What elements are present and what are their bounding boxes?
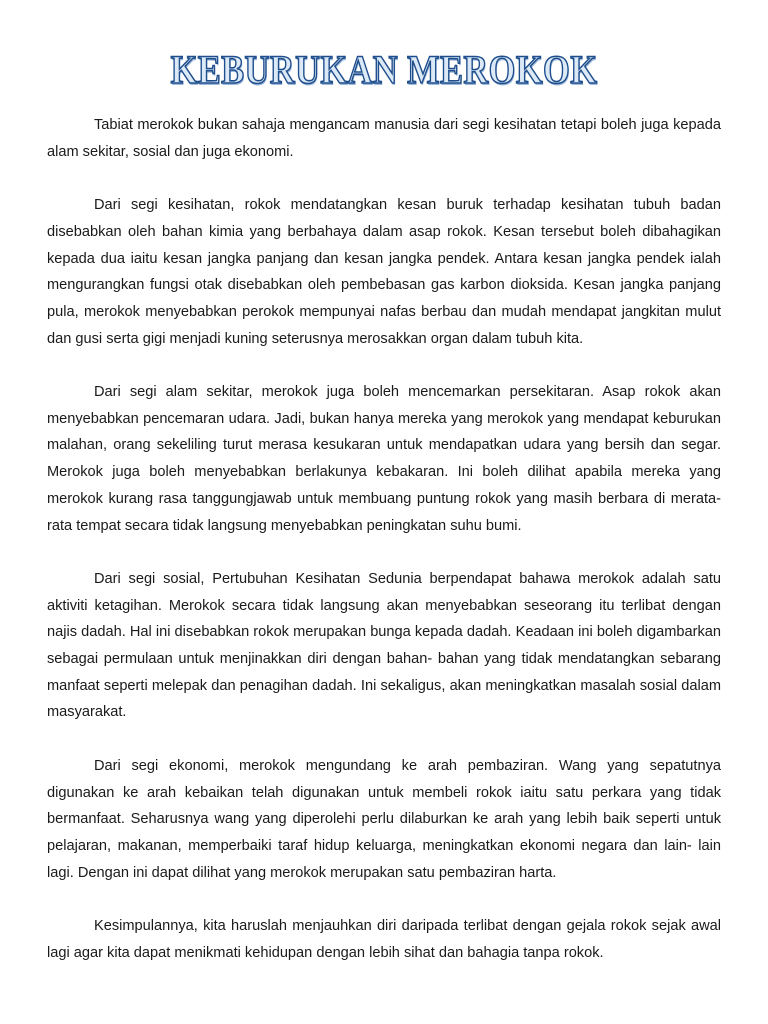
document-title: KEBURUKAN MEROKOK [170, 47, 598, 92]
paragraph-conclusion: Kesimpulannya, kita haruslah menjauhkan diri daripada terlibat dengan gejala rokok sejak awal lagi agar kita dapat menikmati kehidupan dengan lebih sihat dan bahagia tanpa rokok. [47, 918, 721, 961]
paragraph-intro: Tabiat merokok bukan sahaja mengancam manusia dari segi kesihatan tetapi boleh juga kepada alam sekitar, sosial dan juga ekonomi. [47, 117, 721, 160]
paragraph-social: Dari segi sosial, Pertubuhan Kesihatan Sedunia berpendapat bahawa merokok adalah satu aktiviti ketagihan. Merokok secara tidak langsung akan menyebabkan seseorang itu terlibat dengan najis dadah. Hal ini disebabkan rokok merupakan bunga kepada dadah. Keadaan ini boleh digambarkan sebagai permulaan untuk menjinakkan diri dengan bahan- bahan yang tidak mendatangkan sebarang manfaat seperti melepak dan penagihan dadah. Ini sekaligus, akan meningkatkan masalah sosial dalam masyarakat. [47, 570, 721, 721]
paragraph-economy: Dari segi ekonomi, merokok mengundang ke arah pembaziran. Wang yang sepatutnya digunakan ke arah kebaikan telah digunakan untuk membeli rokok iaitu satu perkara yang tidak bermanfaat. Seharusnya wang yang diperolehi perlu dilaburkan ke arah yang lebih baik seperti untuk pelajaran, makanan, memperbaiki taraf hidup keluarga, meningkatkan ekonomi negara dan lain- lain lagi. Dengan ini dapat dilihat yang merokok merupakan satu pembaziran harta. [47, 757, 721, 881]
paragraph-health: Dari segi kesihatan, rokok mendatangkan kesan buruk terhadap kesihatan tubuh badan disebabkan oleh bahan kimia yang berbahaya dalam asap rokok. Kesan tersebut boleh dibahagikan kepada dua iaitu kesan jangka panjang dan kesan jangka pendek. Antara kesan jangka pendek ialah mengurangkan fungsi otak disebabkan oleh pembebasan gas karbon dioksida. Kesan jangka panjang pula, merokok menyebabkan perokok mempunyai nafas berbau dan mudah mendapat jangkitan mulut dan gusi serta gigi menjadi kuning seterusnya merosakkan organ dalam tubuh kita. [47, 197, 721, 347]
document-body [47, 112, 721, 966]
paragraph-environment: Dari segi alam sekitar, merokok juga boleh mencemarkan persekitaran. Asap rokok akan menyebabkan pencemaran udara. Jadi, bukan hanya mereka yang merokok yang mendapat keburukan malahan, orang sekeliling turut merasa kesukaran untuk mendapatkan udara yang bersih dan segar. Merokok juga boleh menyebabkan berlakunya kebakaran. Ini boleh dilihat apabila mereka yang merokok kurang rasa tanggungjawab untuk membuang puntung rokok yang masih berbara di merata-rata tempat secara tidak langsung menyebabkan peningkatan suhu bumi. [47, 384, 721, 534]
